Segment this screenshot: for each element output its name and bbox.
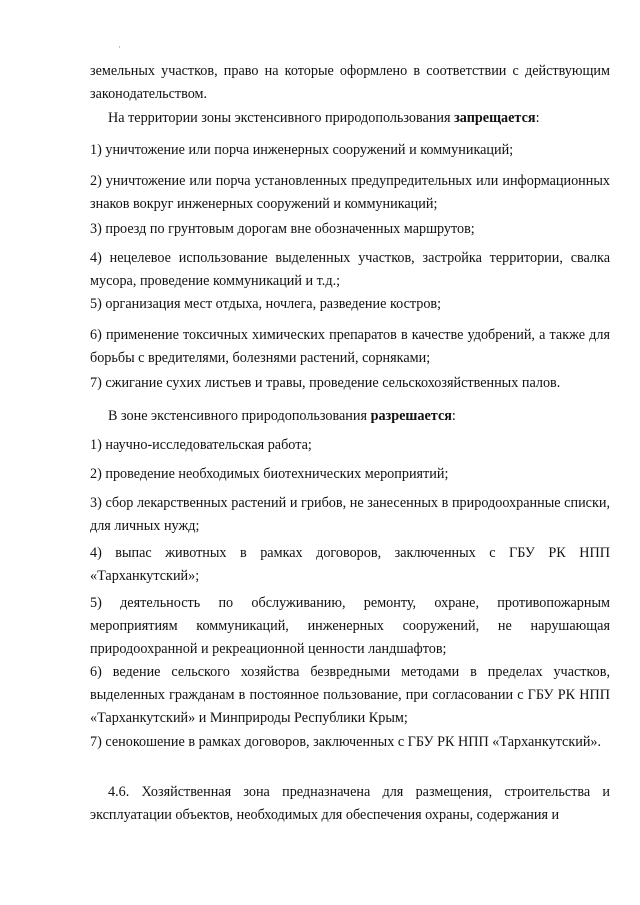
allowed-intro-text: В зоне экстенсивного природопользования bbox=[108, 408, 371, 424]
list-item-allowed-2: 2) проведение необходимых биотехнических мероприятий; bbox=[90, 466, 449, 482]
list-item-allowed-6: 6) ведение сельского хозяйства безвредными методами в пределах участков, выделенных гражданам в постоянное пользование, при согласовании с ГБУ РК НПП «Тарханкутский» и Минприроды Республики Крым; bbox=[90, 664, 610, 726]
paragraph-continuation: земельных участков, право на которые оформлено в соответствии с действующим законодательством. bbox=[90, 63, 610, 102]
list-item-prohibited-3: 3) проезд по грунтовым дорогам вне обозначенных маршрутов; bbox=[90, 221, 475, 237]
list-item-allowed-3: 3) сбор лекарственных растений и грибов, не занесенных в природоохранные списки, для личных нужд; bbox=[90, 495, 610, 534]
list-item-allowed-1: 1) научно-исследовательская работа; bbox=[90, 437, 312, 453]
paragraph-section-4-6: 4.6. Хозяйственная зона предназначена для размещения, строительства и эксплуатации объектов, необходимых для обеспечения охраны, содержания и bbox=[90, 784, 610, 823]
list-item-prohibited-7: 7) сжигание сухих листьев и травы, проведение сельскохозяйственных палов. bbox=[90, 375, 561, 391]
list-item-allowed-7: 7) сенокошение в рамках договоров, заключенных с ГБУ РК НПП «Тарханкутский». bbox=[90, 734, 602, 750]
paragraph-prohibited-intro bbox=[90, 107, 610, 130]
allowed-keyword: разрешается bbox=[370, 408, 452, 424]
prohibited-keyword: запрещается bbox=[454, 110, 536, 126]
list-item-prohibited-5: 5) организация мест отдыха, ночлега, разведение костров; bbox=[90, 296, 442, 312]
list-item-prohibited-6: 6) применение токсичных химических препаратов в качестве удобрений, а также для борьбы с вредителями, болезнями растений, сорняками; bbox=[90, 327, 610, 366]
prohibited-intro-text: На территории зоны экстенсивного природопользования bbox=[108, 110, 455, 126]
list-item-allowed-5: 5) деятельность по обслуживанию, ремонту, охране, противопожарным мероприятиям коммуникаций, инженерных сооружений, не нарушающая природоохранной и рекреационной ценности ландшафтов; bbox=[90, 595, 610, 657]
list-item-prohibited-1: 1) уничтожение или порча инженерных сооружений и коммуникаций; bbox=[90, 142, 514, 158]
list-item-allowed-4: 4) выпас животных в рамках договоров, заключенных с ГБУ РК НПП «Тарханкутский»; bbox=[90, 545, 610, 584]
list-item-prohibited-2: 2) уничтожение или порча установленных предупредительных или информационных знаков вокруг инженерных сооружений и коммуникаций; bbox=[90, 173, 610, 212]
paragraph-allowed-intro bbox=[90, 405, 610, 428]
list-item-prohibited-4: 4) нецелевое использование выделенных участков, застройка территории, свалка мусора, проведение коммуникаций и т.д.; bbox=[90, 250, 610, 289]
prohibited-colon: : bbox=[535, 110, 540, 126]
scan-speck: · bbox=[118, 42, 121, 52]
allowed-colon: : bbox=[451, 408, 456, 424]
